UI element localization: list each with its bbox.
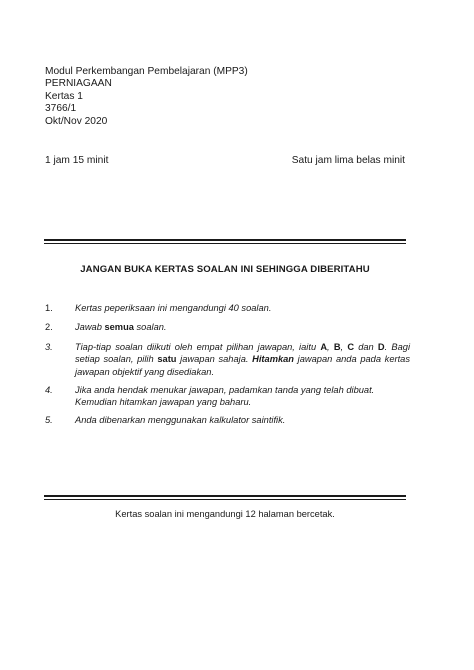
instruction-text-part: jawapan anda pada kertas jawapan objektif yang disediakan. — [75, 354, 410, 377]
duration-numeric: 1 jam 15 minit — [45, 155, 109, 166]
instruction-item-5 — [45, 414, 410, 426]
instruction-item-1 — [45, 302, 410, 314]
instruction-text-part: soalan. — [133, 322, 167, 332]
instruction-text-part: jawapan sahaja. — [176, 354, 253, 365]
do-not-open-warning: JANGAN BUKA KERTAS SOALAN INI SEHINGGA DIBERITAHU — [80, 264, 370, 275]
instruction-text-part: Tiap-tiap soalan diikuti oleh empat pilihan jawapan, iaitu — [75, 342, 321, 352]
instruction-text: Kertas peperiksaan ini mengandungi 40 soalan. — [75, 303, 272, 313]
paper-header — [45, 66, 248, 128]
instruction-number: 3. — [45, 342, 53, 352]
instruction-text: Anda dibenarkan menggunakan kalkulator saintifik. — [75, 415, 286, 425]
instruction-item-3 — [45, 341, 410, 378]
top-divider — [44, 239, 406, 241]
exam-session: Okt/Nov 2020 — [45, 115, 108, 127]
paper-number: Kertas 1 — [45, 90, 83, 102]
instruction-item-2 — [45, 321, 410, 333]
option-b-label: B — [333, 342, 341, 352]
instruction-number: 2. — [45, 322, 53, 332]
instruction-number: 5. — [45, 415, 53, 425]
separator: , — [340, 342, 348, 352]
top-divider-thin — [44, 243, 406, 244]
instruction-text-part: Jawab — [75, 322, 105, 332]
option-a-label: A — [320, 342, 328, 352]
separator: , — [327, 342, 334, 352]
paper-code: 3766/1 — [45, 103, 77, 115]
emphasis-semua: semua — [104, 322, 134, 332]
emphasis-hitamkan: Hitamkan — [252, 354, 294, 365]
bottom-divider — [44, 495, 406, 497]
subject-name: PERNIAGAAN — [45, 78, 112, 90]
instruction-text — [75, 321, 410, 333]
module-title: Modul Perkembangan Pembelajaran (MPP3) — [45, 66, 248, 77]
instruction-item-4 — [45, 384, 410, 409]
bottom-divider-thin — [44, 499, 406, 500]
instruction-number: 1. — [45, 303, 53, 313]
instruction-number: 4. — [45, 385, 53, 395]
option-c-label: C — [347, 342, 355, 352]
duration-words: Satu jam lima belas minit — [291, 155, 405, 166]
instruction-text — [75, 341, 410, 378]
separator: dan — [354, 342, 378, 352]
option-d-label: D — [377, 342, 385, 352]
instruction-text-part: . Bagi setiap soalan, pilih — [75, 342, 411, 365]
emphasis-satu: satu — [157, 354, 177, 365]
instruction-text: Jika anda hendak menukar jawapan, padamkan tanda yang telah dibuat. Kemudian hitamkan jawapan yang baharu. — [75, 385, 375, 408]
page-count-note: Kertas soalan ini mengandungi 12 halaman bercetak. — [115, 509, 335, 519]
